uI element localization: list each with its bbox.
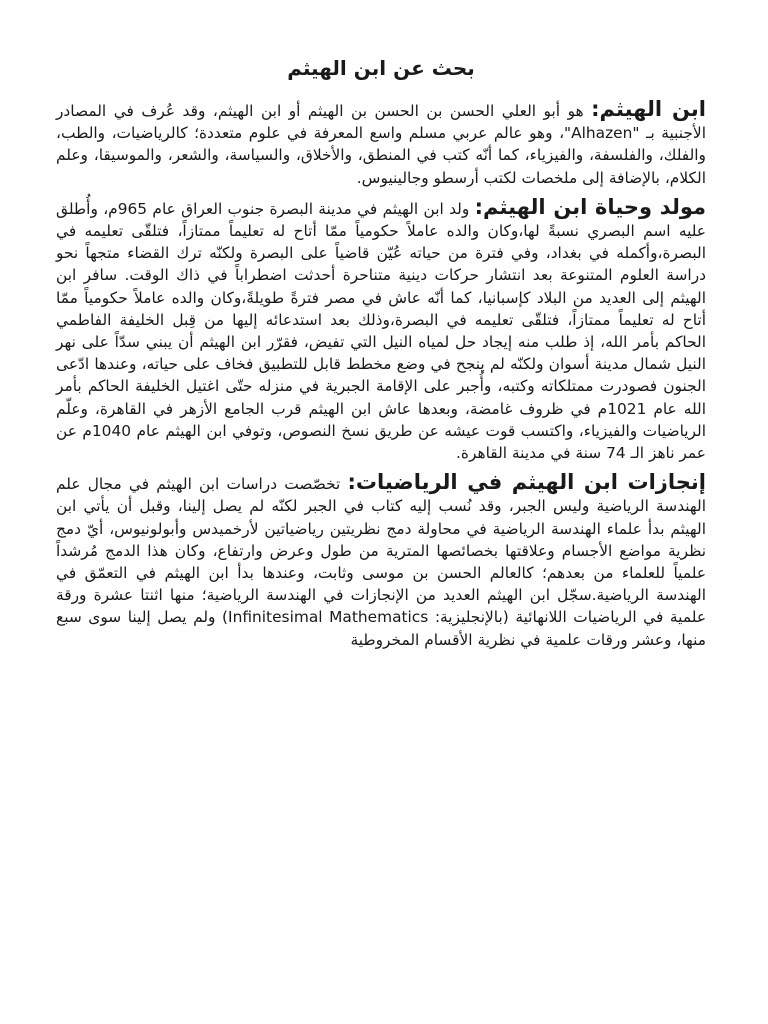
section-body-about: هو أبو العلي الحسن بن الحسن بن الهيثم أو ابن الهيثم، وقد عُرف في المصادر الأجنبية بـ "Alhazen"، وهو عالم عربي مسلم واسع المعرفة في علوم متعددة؛ كالرياضيات، والطب، والفلك، والفلسفة، والفيزياء، كما أنّه كتب في المنطق، والأخلاق، والسياسة، والشعر، والموسيقا، وعلم الكلام، بالإضافة إلى ملخصات لكتب أرسطو وجالينيوس. xyxy=(56,102,706,187)
section-heading-birth-life: مولد وحياة ابن الهيثم: xyxy=(474,194,706,219)
section-birth-life xyxy=(56,196,706,464)
section-heading-about: ابن الهيثم: xyxy=(591,97,707,121)
section-math-achievements xyxy=(56,471,706,651)
section-body-math-achievements: تخصّصت دراسات ابن الهيثم في مجال علم الهندسة الرياضية وليس الجبر، وقد نُسب إليه كتاب في الجبر لكنّه لم يصل إلينا، وقبل أن يأتي ابن الهيثم بدأ علماء الهندسة الرياضية في محاولة دمج نظريتين رياضياتين لأرخميدس وأبولونيوس، أيّ دمج نظرية مواضع الأجسام وعلاقتها بخصائصها المترية من طول وعرض وارتفاع، وكان هذا الدمج مُرشداً علمياً للعلماء من بعدهم؛ كالعالم الحسن بن موسى وثابت، وعندها بدأ ابن الهيثم في التعمّق في الهندسة الرياضية.سجّل ابن الهيثم العديد من الإنجازات في الهندسة الرياضية؛ منها اثنتا عشرة ورقة علمية في الرياضيات اللانهائية (بالإنجليزية: Infinitesimal Mathematics) ولم يصل إلينا سوى سبع منها، وعشر ورقات علمية في نظرية الأقسام المخروطية xyxy=(56,475,707,649)
document-title: بحث عن ابن الهيثم xyxy=(287,56,475,80)
section-about xyxy=(56,98,706,189)
section-body-birth-life: ولد ابن الهيثم في مدينة البصرة جنوب العراق عام 965م، وأُطلق عليه اسم البصري نسبةً لها،وكان والده عاملاً حكومياً ممّا أتاح له تعليماً ممتازاً، فتلقّى تعليمه في البصرة،وأكمله في بغداد، وفي فترة من حياته عُيّن قاضياً على البصرة ولكنّه ترك القضاء متجهاً نحو دراسة العلوم المتنوعة بعد انتشار حركات دينية متناحرة أحدثت اضطراباً في ذاك الوقت. سافر ابن الهيثم إلى العديد من البلاد كإسبانيا، كما أنّه عاش في مصر فترةً طويلةً،وكان والده عاملاً حكومياً ممّا أتاح له تعليماً ممتازاً، فتلقّى تعليمه في البصرة،وذلك بعد استدعائه إليها من قِبل الخليفة الفاطمي الحاكم بأمر الله، إذ طلب منه إيجاد حل لمياه النيل التي تفيض، فقرّر ابن الهيثم أن يبني سدّاً على نهر النيل شمال مدينة أسوان ولكنّه لم ينجح في وضع مخطط قابل للتطبيق فخاف على حياته، وعندها ادّعى الجنون فصودرت ممتلكاته وكتبه، وأُجبر على الإقامة الجبرية في منزله حتّى اغتيل الخليفة الحاكم بأمر الله عام 1021م في ظروف غامضة، وبعدها عاش ابن الهيثم قرب الجامع الأزهر في القاهرة، وعلّم الرياضيات والفيزياء، واكتسب قوت عيشه عن طريق نسخ النصوص، وتوفي ابن الهيثم عام 1040م عن عمر ناهز الـ 74 سنة في مدينة القاهرة. xyxy=(56,199,707,463)
section-heading-math-achievements: إنجازات ابن الهيثم في الرياضيات: xyxy=(347,470,706,495)
